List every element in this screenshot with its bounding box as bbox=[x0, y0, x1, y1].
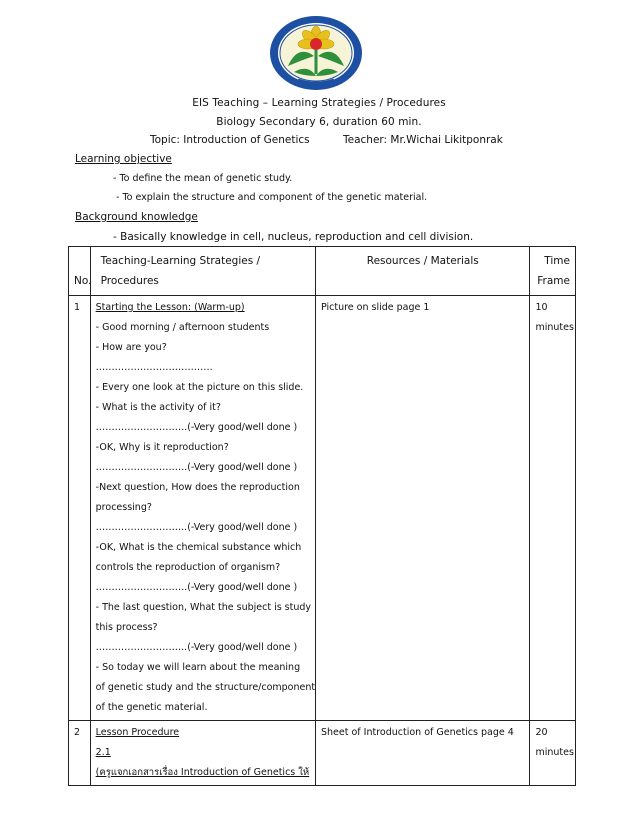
procedure-line: ………………………..(-Very good/well done ) bbox=[95, 582, 298, 593]
school-seal-logo bbox=[268, 14, 364, 92]
header-frame: Frame bbox=[537, 275, 570, 287]
procedure-title: Starting the Lesson: (Warm-up) bbox=[95, 302, 245, 313]
topic-label: Topic: Introduction of Genetics bbox=[150, 134, 310, 146]
procedure-line: -OK, Why is it reproduction? bbox=[95, 442, 229, 453]
procedure-line: ………………………..(-Very good/well done ) bbox=[95, 522, 298, 533]
procedure-line: ………………………..(-Very good/well done ) bbox=[95, 462, 298, 473]
resource-cell: Picture on slide page 1 bbox=[315, 296, 530, 721]
procedure-line: - What is the activity of it? bbox=[95, 402, 221, 413]
procedure-line: of the genetic material. bbox=[95, 702, 208, 713]
resource-cell: Sheet of Introduction of Genetics page 4 bbox=[315, 721, 530, 786]
procedure-line: -OK, What is the chemical substance which bbox=[95, 542, 302, 553]
background-knowledge-heading: Background knowledge bbox=[75, 211, 198, 223]
procedure-cell bbox=[90, 296, 315, 721]
background-item: - Basically knowledge in cell, nucleus, reproduction and cell division. bbox=[113, 231, 474, 243]
procedure-title: Lesson Procedure bbox=[95, 727, 180, 738]
procedure-line: -Next question, How does the reproduction bbox=[95, 482, 300, 493]
procedure-line: processing? bbox=[95, 502, 152, 513]
time-unit: minutes bbox=[535, 322, 574, 333]
header-procedures: Teaching-Learning Strategies / Procedures bbox=[90, 247, 315, 296]
procedure-subsection: 2.1 bbox=[95, 747, 111, 758]
header-no: No. bbox=[69, 247, 91, 296]
teacher-label: Teacher: Mr.Wichai Likitponrak bbox=[343, 134, 503, 146]
procedure-line: ………………………..(-Very good/well done ) bbox=[95, 642, 298, 653]
header-time-frame bbox=[530, 247, 576, 296]
learning-objective-heading: Learning objective bbox=[75, 153, 172, 165]
header-resources: Resources / Materials bbox=[315, 247, 530, 296]
row-number: 2 bbox=[69, 721, 91, 786]
document-title: EIS Teaching – Learning Strategies / Procedures bbox=[192, 97, 446, 109]
procedure-line: - The last question, What the subject is study bbox=[95, 602, 312, 613]
time-value: 20 bbox=[535, 727, 548, 738]
procedure-line: controls the reproduction of organism? bbox=[95, 562, 281, 573]
table-header-row bbox=[69, 247, 576, 296]
procedure-line: ………………………………. bbox=[95, 362, 213, 373]
course-duration: Biology Secondary 6, duration 60 min. bbox=[216, 116, 422, 128]
procedure-line: - Every one look at the picture on this slide. bbox=[95, 382, 304, 393]
lesson-plan-table bbox=[68, 246, 576, 786]
time-cell bbox=[530, 296, 576, 721]
time-value: 10 bbox=[535, 302, 548, 313]
table-row bbox=[69, 296, 576, 721]
procedure-line: - So today we will learn about the meaning bbox=[95, 662, 301, 673]
procedure-line: - How are you? bbox=[95, 342, 167, 353]
objective-item: - To define the mean of genetic study. bbox=[113, 173, 293, 184]
objective-item: - To explain the structure and component of the genetic material. bbox=[116, 192, 428, 203]
table-row bbox=[69, 721, 576, 786]
procedure-cell bbox=[90, 721, 315, 786]
procedure-line: - Good morning / afternoon students bbox=[95, 322, 270, 333]
procedure-line: (ครูแจกเอกสารเรื่อง Introduction of Genetics ให้ bbox=[95, 767, 310, 778]
procedure-line: ………………………..(-Very good/well done ) bbox=[95, 422, 298, 433]
time-cell bbox=[530, 721, 576, 786]
row-number: 1 bbox=[69, 296, 91, 721]
time-unit: minutes bbox=[535, 747, 574, 758]
header-time: Time bbox=[544, 255, 570, 267]
procedure-line: this process? bbox=[95, 622, 158, 633]
procedure-line: of genetic study and the structure/component bbox=[95, 682, 316, 693]
